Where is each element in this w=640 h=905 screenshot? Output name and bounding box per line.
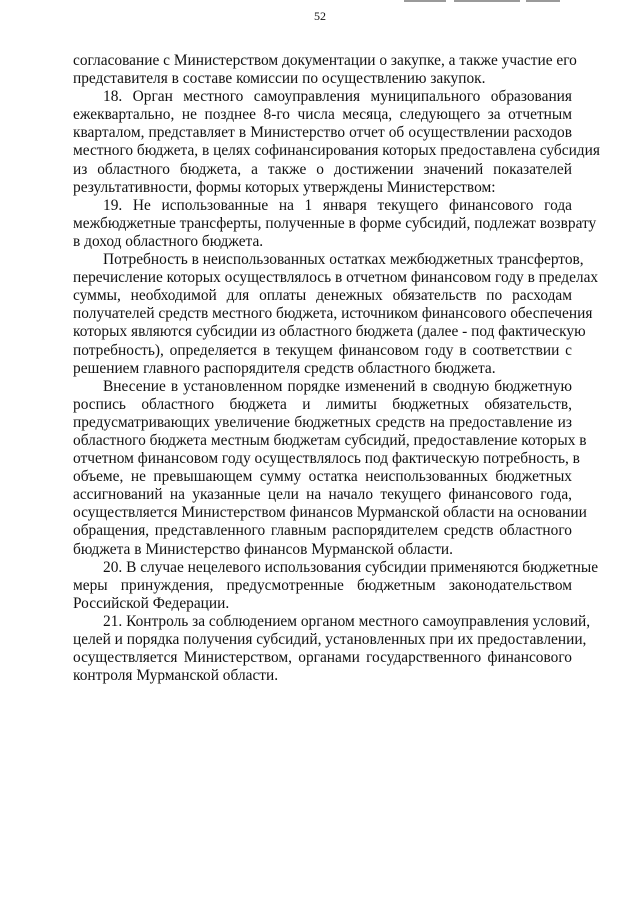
text-line: результативности, формы которых утверждены Министерством: bbox=[73, 178, 496, 196]
text-line: роспись областного бюджета и лимиты бюджетных обязательств, bbox=[73, 395, 572, 413]
text-line: предусматривающих увеличение бюджетных средств на предоставление из bbox=[73, 413, 572, 431]
text-line: решением главного распорядителя средств областного бюджета. bbox=[73, 359, 496, 377]
text-line: местного бюджета, в целях софинансирования которых предоставлена субсидия bbox=[73, 142, 600, 160]
text-line: бюджета в Министерство финансов Мурманской области. bbox=[73, 540, 453, 558]
text-line: осуществляется Министерством финансов Мурманской области на основании bbox=[73, 504, 587, 522]
text-line: меры принуждения, предусмотренные бюджетным законодательством bbox=[73, 576, 572, 594]
text-line: объеме, не превышающем сумму остатка неиспользованных бюджетных bbox=[73, 468, 572, 486]
text-line: обращения, представленного главным распорядителем средств областного bbox=[73, 522, 572, 540]
text-line: согласование с Министерством документации о закупке, а также участие его bbox=[73, 52, 577, 69]
document-body bbox=[73, 52, 600, 685]
text-line: в доход областного бюджета. bbox=[73, 232, 264, 250]
scan-edge-mark bbox=[454, 0, 520, 2]
text-line: отчетном финансовом году осуществлялось под фактическую потребность, в bbox=[73, 450, 580, 468]
text-line: Российской Федерации. bbox=[73, 594, 230, 612]
text-line: перечисление которых осуществлялось в отчетном финансовом году в пределах bbox=[73, 269, 599, 287]
text-line: 20. В случае нецелевого использования субсидии применяются бюджетные bbox=[103, 558, 599, 576]
scan-edge-mark bbox=[526, 0, 560, 2]
text-line: Внесение в установленном порядке изменений в сводную бюджетную bbox=[103, 377, 572, 395]
text-line: 21. Контроль за соблюдением органом местного самоуправления условий, bbox=[103, 612, 591, 630]
text-line: из областного бюджета, а также о достижении значений показателей bbox=[73, 160, 572, 178]
text-line: потребность), определяется в текущем финансовом году в соответствии с bbox=[73, 341, 572, 359]
text-line: суммы, необходимой для оплаты денежных обязательств по расходам bbox=[73, 287, 572, 305]
text-line: осуществляется Министерством, органами государственного финансового bbox=[73, 649, 572, 667]
text-line: представителя в составе комиссии по осуществлению закупок. bbox=[73, 70, 486, 88]
text-line: контроля Мурманской области. bbox=[73, 667, 279, 685]
text-line: 18. Орган местного самоуправления муниципального образования bbox=[103, 88, 572, 106]
text-line: Потребность в неиспользованных остатках межбюджетных трансфертов, bbox=[103, 251, 584, 269]
page-number: 52 bbox=[314, 9, 326, 23]
text-line: 19. Не использованные на 1 января текущего финансового года bbox=[103, 196, 572, 214]
text-line: ассигнований на указанные цели на начало текущего финансового года, bbox=[73, 486, 572, 504]
scan-edge-mark bbox=[404, 0, 446, 2]
text-line: ежеквартально, не позднее 8-го числа месяца, следующего за отчетным bbox=[73, 106, 572, 124]
text-line: кварталом, представляет в Министерство отчет об осуществлении расходов bbox=[73, 124, 572, 142]
text-line: межбюджетные трансферты, полученные в форме субсидий, подлежат возврату bbox=[73, 214, 597, 232]
text-line: которых являются субсидии из областного бюджета (далее - под фактическую bbox=[73, 323, 586, 341]
text-line: целей и порядка получения субсидий, установленных при их предоставлении, bbox=[73, 631, 587, 648]
text-line: получателей средств местного бюджета, источником финансового обеспечения bbox=[73, 305, 593, 323]
text-line: областного бюджета местным бюджетам субсидий, предоставление которых в bbox=[73, 431, 587, 449]
